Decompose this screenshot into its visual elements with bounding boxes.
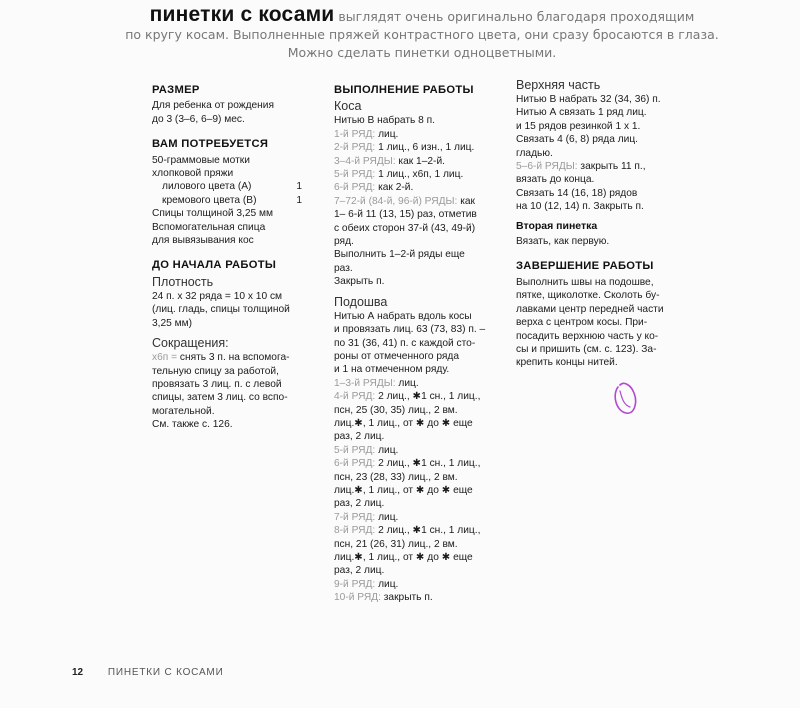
abbreviation-line: провязать 3 лиц. п. с левой (152, 378, 282, 390)
density-line: 3,25 мм) (152, 317, 193, 329)
upper-title: Верхняя часть (516, 78, 601, 92)
size-heading: РАЗМЕР (152, 84, 200, 96)
item-label: лилового цвета (А) (162, 181, 252, 193)
finish-line: пятке, щиколотке. Сколоть бу- (516, 290, 660, 302)
row-label: 6-й РЯД: (334, 182, 379, 194)
page-footer (72, 667, 224, 678)
materials-line: Вспомогательная спица (152, 221, 266, 233)
row-label: 3–4-й РЯДЫ: (334, 155, 399, 167)
row-label: 4-й РЯД: (334, 391, 379, 403)
row-text: 1 лиц., 6 изн., 1 лиц. (378, 142, 475, 154)
row-text: лиц. (378, 511, 399, 523)
row-label: 6-й РЯД: (334, 458, 379, 470)
row-label: 2-й РЯД: (334, 142, 379, 154)
materials-item (152, 194, 312, 207)
upper-line: Нитью А связать 1 ряд лиц. (516, 107, 647, 119)
braid-line: ряд. (334, 236, 354, 248)
work-heading: ВЫПОЛНЕНИЕ РАБОТЫ (334, 84, 474, 96)
sole-row (334, 578, 504, 591)
row-label: 5-й РЯД: (334, 444, 379, 456)
abbreviations-title: Сокращения: (152, 336, 229, 351)
finish-line: сы и пришить (см. с. 123). За- (516, 343, 657, 355)
row-text: лиц. (378, 128, 399, 140)
row-text: как (460, 195, 476, 207)
before-heading: ДО НАЧАЛА РАБОТЫ (152, 259, 277, 272)
materials-line: хлопковой пряжи (152, 168, 234, 180)
density-title: Плотность (152, 274, 214, 289)
sole-row (334, 511, 504, 524)
upper-line: гладью. (516, 147, 553, 159)
sole-line: лиц.✱, 1 лиц., от ✱ до ✱ еще (334, 484, 473, 496)
sole-row (334, 457, 504, 470)
intro-line-3: Можно сделать пинетки одноцветными. (287, 45, 557, 60)
abbreviation-line: тельную спицу за работой, (152, 365, 279, 377)
sole-row (334, 591, 504, 604)
upper-line: вязать до конца. (516, 174, 595, 186)
sole-line: по 31 (36, 41) п. с каждой сто- (334, 337, 476, 349)
row-text: 2 лиц., ✱1 сн., 1 лиц., (378, 525, 481, 537)
sole-line: и провязать лиц. 63 (73, 83) п. – (334, 324, 486, 336)
row-text: лиц. (378, 578, 399, 590)
page-number: 12 (72, 667, 84, 678)
finish-line: верха с центром косы. При- (516, 317, 648, 329)
sole-line: лиц.✱, 1 лиц., от ✱ до ✱ еще (334, 552, 473, 563)
density-line: 24 п. х 32 ряда = 10 х 10 см (152, 290, 283, 302)
braid-row (334, 181, 504, 194)
sole-row (334, 524, 504, 537)
row-text: лиц. (378, 444, 399, 456)
size-text: до 3 (3–6, 6–9) мес. (152, 113, 245, 125)
abbr-label: х6п = (152, 352, 180, 364)
row-text: как 2-й. (378, 182, 414, 194)
sole-line: лиц.✱, 1 лиц., от ✱ до ✱ еще (334, 417, 473, 429)
see-also: См. также с. 126. (152, 419, 233, 431)
braid-line: Закрыть п. (334, 276, 385, 288)
row-label: 1-й РЯД: (334, 128, 379, 140)
row-label: 10-й РЯД: (334, 592, 384, 604)
finish-heading: ЗАВЕРШЕНИЕ РАБОТЫ (516, 260, 654, 273)
upper-line: Нитью В набрать 32 (34, 36) п. (516, 94, 661, 105)
finish-line: Выполнить швы на подошве, (516, 276, 654, 288)
sole-line: раз, 2 лиц. (334, 565, 385, 577)
sole-row (334, 377, 504, 390)
page-title: пинетки с косами (149, 3, 335, 26)
row-text: 2 лиц., ✱1 сн., 1 лиц., (378, 391, 481, 403)
row-label: 5-й РЯД: (334, 169, 379, 181)
intro-paragraph (92, 3, 752, 62)
row-label: 1–3-й РЯДЫ: (334, 377, 399, 389)
upper-line: Связать 14 (16, 18) рядов (516, 187, 638, 199)
finish-line: лавками центр передней части (516, 303, 664, 315)
size-text: Для ребенка от рождения (152, 100, 275, 112)
row-label: 5–6-й РЯДЫ: (516, 161, 581, 173)
intro-line-1: выглядят очень оригинально благодаря проходящим (334, 9, 695, 24)
density-line: (лиц. гладь, спицы толщиной (152, 304, 290, 316)
braid-row (334, 128, 504, 141)
braid-line: раз. (334, 262, 353, 274)
sole-row (334, 390, 504, 403)
braid-line: 1– 6-й 11 (13, 15) раз, отметив (334, 209, 477, 221)
row-text: 2 лиц., ✱1 сн., 1 лиц., (378, 458, 481, 470)
braid-line: Выполнить 1–2-й ряды еще (334, 249, 465, 261)
upper-line: на 10 (12, 14) п. Закрыть п. (516, 201, 644, 213)
item-qty: 1 (296, 194, 302, 206)
row-label: 8-й РЯД: (334, 525, 379, 537)
braid-line: с обеих сторон 37-й (43, 49-й) (334, 222, 476, 234)
column-2 (334, 84, 504, 605)
materials-item (152, 180, 312, 193)
abbreviation-line: спицы, затем 3 лиц. со вспо- (152, 392, 288, 404)
row-text: закрыть 11 п., (580, 161, 646, 173)
column-1 (152, 84, 312, 432)
column-3 (516, 78, 686, 370)
finish-line: крепить концы нитей. (516, 357, 618, 369)
sole-title: Подошва (334, 294, 388, 309)
row-label: 9-й РЯД: (334, 578, 379, 590)
materials-line: для вывязывания кос (152, 235, 254, 247)
second-bootie-text: Вязать, как первую. (516, 236, 610, 248)
item-label: кремового цвета (В) (162, 194, 257, 206)
row-text: как 1–2-й. (398, 155, 445, 167)
sole-line: раз, 2 лиц. (334, 431, 385, 443)
materials-line: 50-граммовые мотки (152, 154, 250, 166)
braid-line: Нитью В набрать 8 п. (334, 115, 435, 127)
item-qty: 1 (296, 181, 302, 193)
braid-row (334, 141, 504, 154)
sole-row (334, 444, 504, 457)
upper-line: Связать 4 (6, 8) ряда лиц. (516, 134, 639, 146)
second-bootie-heading: Вторая пинетка (516, 219, 598, 232)
sole-line: Нитью А набрать вдоль косы (334, 310, 472, 322)
pen-scribble-icon (604, 373, 654, 421)
abbreviation-line: могательной. (152, 405, 215, 417)
row-text: лиц. (398, 377, 419, 389)
row-text: закрыть п. (383, 592, 433, 604)
upper-line: и 15 рядов резинкой 1 х 1. (516, 120, 641, 132)
braid-row (334, 195, 504, 208)
intro-line-2: по кругу косам. Выполненные пряжей контрастного цвета, они сразу бросаются в глаза. (125, 27, 719, 42)
sole-line: раз, 2 лиц. (334, 498, 385, 510)
upper-row (516, 160, 686, 173)
running-title: ПИНЕТКИ С КОСАМИ (107, 667, 224, 678)
abbreviation-line (152, 351, 312, 364)
sole-line: и 1 на отмеченном ряду. (334, 364, 450, 376)
sole-line: псн, 23 (28, 33) лиц., 2 вм. (334, 471, 458, 483)
abbr-text: снять 3 п. на вспомога- (179, 352, 290, 364)
row-label: 7-й РЯД: (334, 511, 379, 523)
materials-heading: ВАМ ПОТРЕБУЕТСЯ (152, 138, 269, 151)
row-label: 7–72-й (84-й, 96-й) РЯДЫ: (334, 195, 461, 207)
sole-line: псн, 21 (26, 31) лиц., 2 вм. (334, 538, 458, 550)
braid-row (334, 155, 504, 168)
row-text: 1 лиц., х6п, 1 лиц. (378, 169, 464, 181)
sole-line: псн, 25 (30, 35) лиц., 2 вм. (334, 404, 458, 416)
braid-title: Коса (334, 99, 362, 114)
braid-row (334, 168, 504, 181)
finish-line: посадить верхнюю часть у ко- (516, 330, 659, 342)
materials-line: Спицы толщиной 3,25 мм (152, 208, 274, 220)
sole-line: роны от отмеченного ряда (334, 350, 460, 362)
